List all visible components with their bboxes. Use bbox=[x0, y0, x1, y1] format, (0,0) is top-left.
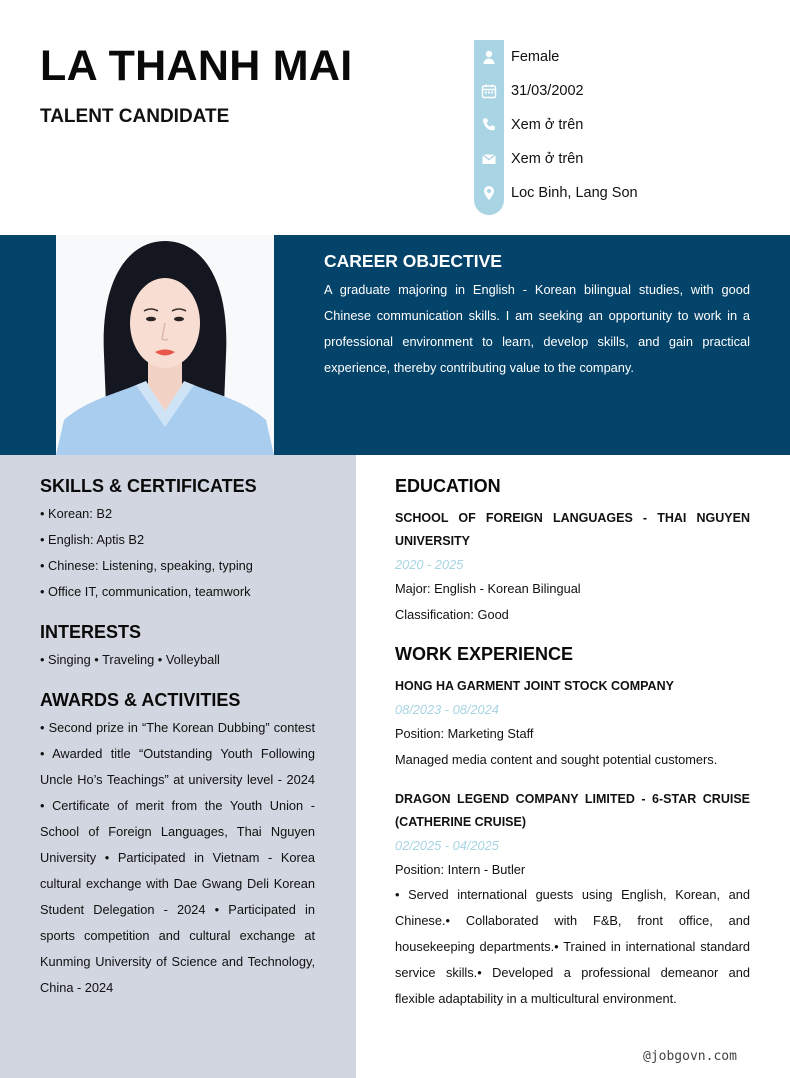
contact-address bbox=[474, 176, 638, 210]
skill-item: • Chinese: Listening, speaking, typing bbox=[40, 558, 253, 573]
interests-title: INTERESTS bbox=[40, 622, 142, 642]
awards-title: AWARDS & ACTIVITIES bbox=[40, 690, 241, 710]
profile-photo bbox=[56, 235, 274, 455]
work-title: WORK EXPERIENCE bbox=[395, 644, 574, 664]
objective-title: CAREER OBJECTIVE bbox=[324, 251, 502, 271]
skill-item: • English: Aptis B2 bbox=[40, 532, 145, 547]
contact-phone bbox=[474, 108, 583, 142]
person-icon bbox=[474, 49, 504, 65]
contact-phone-text: Xem ở trên bbox=[511, 117, 584, 133]
skill-item: • Office IT, communication, teamwork bbox=[40, 584, 251, 599]
phone-icon bbox=[474, 117, 504, 133]
interests-text: • Singing • Traveling • Volleyball bbox=[40, 652, 220, 667]
mail-icon bbox=[474, 151, 504, 167]
education-date: 2020 - 2025 bbox=[395, 557, 464, 572]
education-school: SCHOOL OF FOREIGN LANGUAGES - THAI NGUYEN UNIVERSITY bbox=[395, 511, 750, 548]
job-date: 02/2025 - 04/2025 bbox=[395, 838, 499, 853]
job-company: HONG HA GARMENT JOINT STOCK COMPANY bbox=[395, 679, 674, 693]
education-classification: Classification: Good bbox=[395, 607, 509, 622]
job-position: Position: Intern - Butler bbox=[395, 862, 526, 877]
skills-title: SKILLS & CERTIFICATES bbox=[40, 476, 257, 496]
contact-gender bbox=[474, 40, 559, 74]
awards-text: • Second prize in “The Korean Dubbing” contest • Awarded title “Outstanding Youth Following Uncle Ho’s Teachings” at university level - 2024 • Certificate of merit from the Youth Union - School of Foreign Languages, Thai Nguyen University • Participated in Vietnam - Korea cultural exchange with Dae Gwang Deli Korean Student Delegation - 2024 • Participated in sports competition and cultural exchange at Kunming University of Science and Technology, China - 2024 bbox=[40, 720, 315, 995]
footer-watermark: @jobgovn.com bbox=[643, 1049, 737, 1064]
education-major: Major: English - Korean Bilingual bbox=[395, 581, 581, 596]
contact-address-text: Loc Binh, Lang Son bbox=[511, 185, 638, 201]
job-description: • Served international guests using English, Korean, and Chinese.• Collaborated with F&B, front office, and housekeeping departments.• Trained in international standard service skills.• Developed a professional demeanor and flexible adaptability in a multicultural environment. bbox=[395, 887, 750, 1006]
objective-text: A graduate majoring in English - Korean bilingual studies, with good Chinese communication skills. I am seeking an opportunity to work in a professional environment to learn, develop skills, and gain practical experience, thereby contributing value to the company. bbox=[324, 282, 750, 375]
education-title: EDUCATION bbox=[395, 476, 501, 496]
job-company: DRAGON LEGEND COMPANY LIMITED - 6-STAR CRUISE (CATHERINE CRUISE) bbox=[395, 792, 750, 829]
candidate-name: LA THANH MAI bbox=[40, 42, 353, 90]
contact-birthdate bbox=[474, 74, 584, 108]
contact-birthdate-text: 31/03/2002 bbox=[511, 83, 584, 99]
job-description: Managed media content and sought potential customers. bbox=[395, 752, 718, 767]
contact-email bbox=[474, 142, 583, 176]
contact-email-text: Xem ở trên bbox=[511, 151, 584, 167]
calendar-icon bbox=[474, 83, 504, 99]
contact-gender-text: Female bbox=[511, 49, 560, 65]
candidate-role: TALENT CANDIDATE bbox=[40, 106, 230, 127]
job-date: 08/2023 - 08/2024 bbox=[395, 702, 499, 717]
skill-item: • Korean: B2 bbox=[40, 506, 113, 521]
job-position: Position: Marketing Staff bbox=[395, 726, 534, 741]
location-icon bbox=[474, 185, 504, 201]
